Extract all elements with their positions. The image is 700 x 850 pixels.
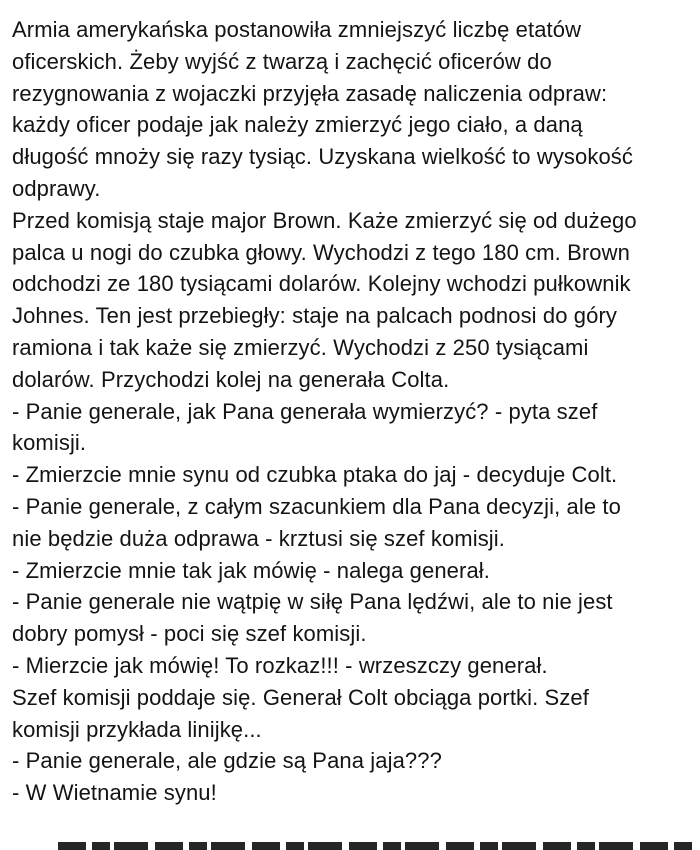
text-line: - Panie generale, ale gdzie są Pana jaja???: [12, 748, 442, 774]
text-line: - Panie generale, jak Pana generała wymierzyć? - pyta szef: [12, 398, 598, 424]
text-line: - Mierzcie jak mówię! To rozkaz!!! - wrzeszczy generał.: [12, 652, 548, 678]
text-line: - Zmierzcie mnie tak jak mówię - nalega generał.: [12, 557, 490, 583]
text-line: Armia amerykańska postanowiła zmniejszyć liczbę etatów: [12, 17, 582, 42]
text-line: rezygnowania z wojaczki przyjęła zasadę naliczenia odpraw:: [12, 80, 608, 106]
text-line: Szef komisji poddaje się. Generał Colt obciąga portki. Szef: [12, 684, 589, 710]
text-line: komisji przykłada linijkę...: [12, 716, 262, 742]
text-line: Johnes. Ten jest przebiegły: staje na palcach podnosi do góry: [12, 303, 617, 329]
text-line: palca u nogi do czubka głowy. Wychodzi z tego 180 cm. Brown: [12, 239, 630, 265]
text-line: Przed komisją staje major Brown. Każe zmierzyć się od dużego: [12, 207, 637, 233]
text-line: każdy oficer podaje jak należy zmierzyć jego ciało, a daną: [12, 112, 583, 138]
text-line: - Panie generale, z całym szacunkiem dla Pana decyzji, ale to: [12, 493, 621, 519]
text-line: ramiona i tak każe się zmierzyć. Wychodzi z 250 tysiącami: [12, 334, 589, 360]
text-line: - W Wietnamie synu!: [12, 780, 217, 806]
text-line: dolarów. Przychodzi kolej na generała Colta.: [12, 366, 450, 392]
text-line: dobry pomysł - poci się szef komisji.: [12, 621, 367, 647]
text-line: komisji.: [12, 430, 87, 456]
text-line: odprawy.: [12, 175, 101, 201]
document-text: [12, 14, 696, 809]
text-line: - Zmierzcie mnie synu od czubka ptaka do jaj - decyduje Colt.: [12, 462, 618, 488]
text-line: nie będzie duża odprawa - krztusi się szef komisji.: [12, 525, 505, 551]
text-line: oficerskich. Żeby wyjść z twarzą i zachęcić oficerów do: [12, 48, 552, 74]
text-line: odchodzi ze 180 tysiącami dolarów. Kolejny wchodzi pułkownik: [12, 271, 631, 297]
cutoff-text-band: [58, 842, 692, 850]
text-line: długość mnoży się razy tysiąc. Uzyskana wielkość to wysokość: [12, 144, 633, 170]
text-line: - Panie generale nie wątpię w siłę Pana lędźwi, ale to nie jest: [12, 589, 613, 615]
